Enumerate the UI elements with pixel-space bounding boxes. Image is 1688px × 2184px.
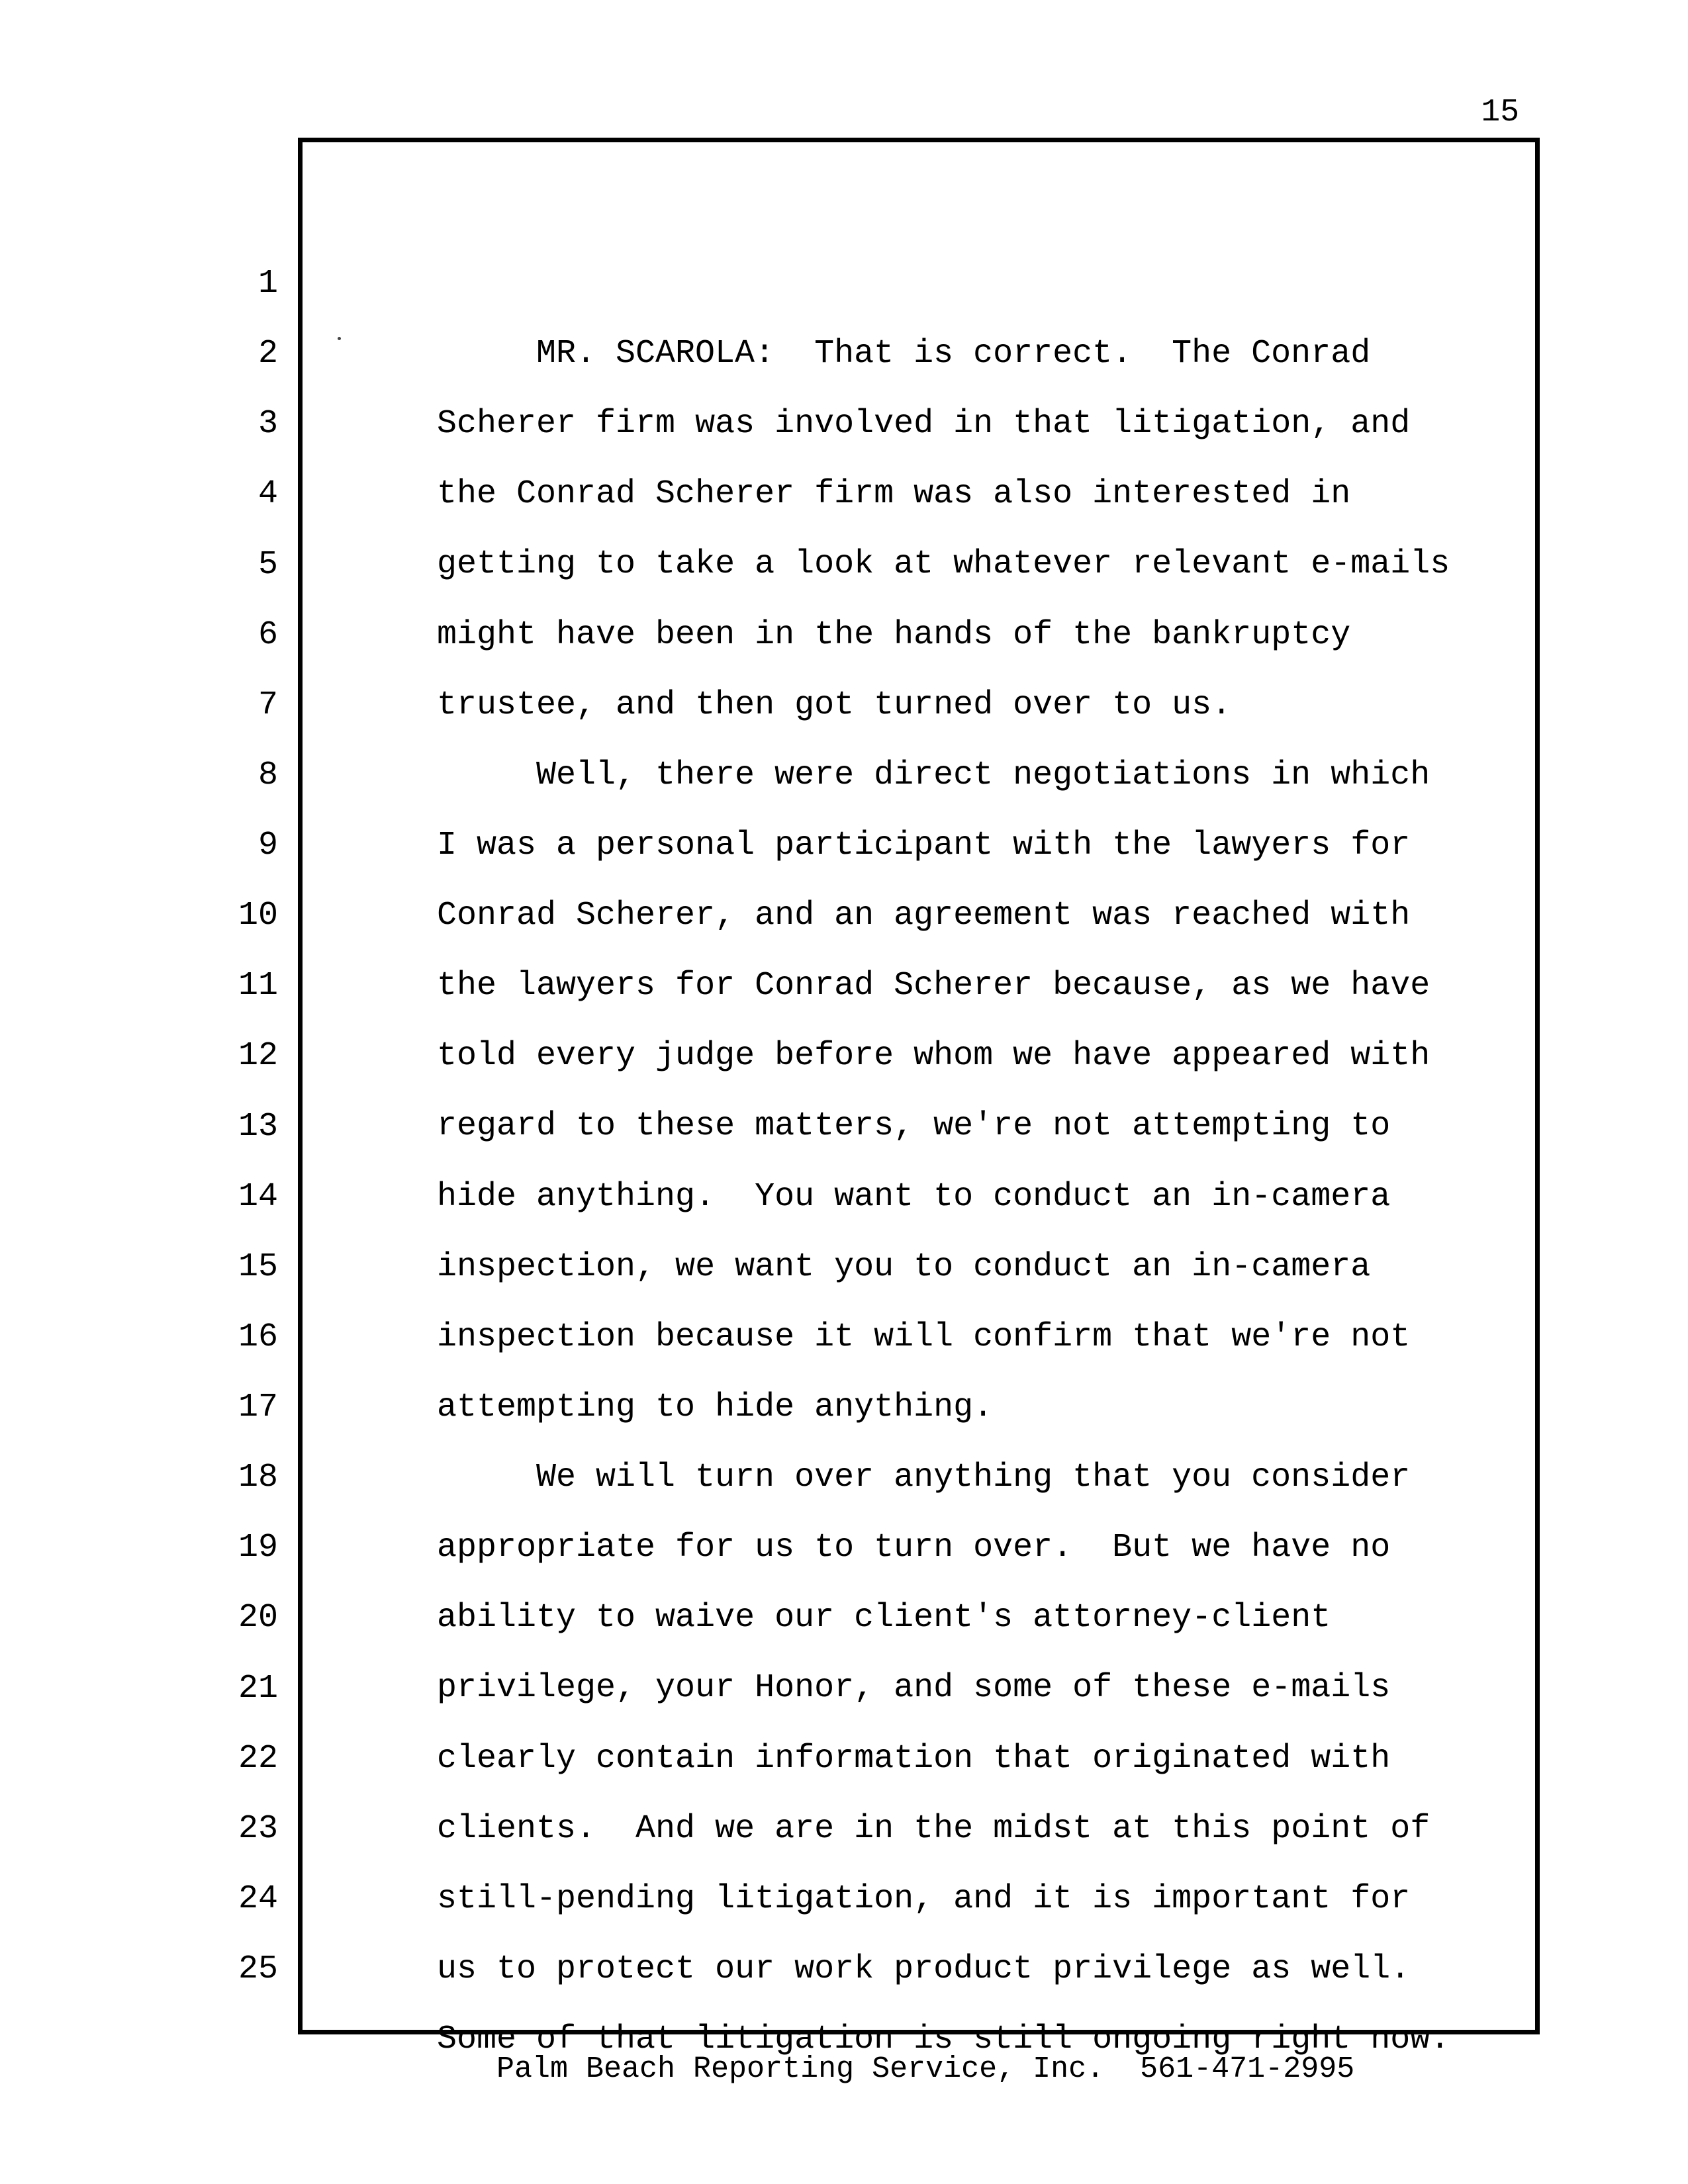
line-number: 9 xyxy=(258,827,278,864)
line-number: 2 xyxy=(258,335,278,373)
line-number: 14 xyxy=(238,1178,278,1216)
line-text: privilege, your Honor, and some of these e-mails xyxy=(437,1669,1391,1707)
line-number: 15 xyxy=(238,1248,278,1286)
line-text: still-pending litigation, and it is important for xyxy=(437,1880,1411,1918)
line-number: 3 xyxy=(258,405,278,443)
line-number: 13 xyxy=(238,1108,278,1146)
line-number: 5 xyxy=(258,546,278,584)
line-number: 10 xyxy=(238,897,278,934)
line-number: 18 xyxy=(238,1459,278,1496)
line-number: 6 xyxy=(258,616,278,654)
line-text: trustee, and then got turned over to us. xyxy=(437,686,1232,724)
line-text: hide anything. You want to conduct an in-camera xyxy=(437,1178,1391,1216)
transcript-line xyxy=(0,179,1688,373)
line-text: the lawyers for Conrad Scherer because, as we have xyxy=(437,967,1430,1005)
line-text: Well, there were direct negotiations in which xyxy=(536,756,1430,794)
line-number: 7 xyxy=(258,686,278,724)
line-text: I was a personal participant with the lawyers for xyxy=(437,827,1411,864)
line-text: Conrad Scherer, and an agreement was reached with xyxy=(437,897,1411,934)
line-text: ability to waive our client's attorney-client xyxy=(437,1599,1331,1637)
line-number: 25 xyxy=(238,1950,278,1988)
line-text: might have been in the hands of the bankruptcy xyxy=(437,616,1351,654)
line-text: regard to these matters, we're not attempting to xyxy=(437,1107,1391,1145)
line-text: told every judge before whom we have appeared with xyxy=(437,1037,1430,1075)
line-text: Some of that litigation is still ongoing right now. xyxy=(437,2021,1450,2058)
line-number: 16 xyxy=(238,1318,278,1356)
line-number: 20 xyxy=(238,1599,278,1637)
line-text: We will turn over anything that you consider xyxy=(536,1459,1411,1496)
line-number: 17 xyxy=(238,1388,278,1426)
line-number: 8 xyxy=(258,756,278,794)
line-text: inspection because it will confirm that we're not xyxy=(437,1318,1411,1356)
line-text: appropriate for us to turn over. But we have no xyxy=(437,1529,1391,1567)
line-text: the Conrad Scherer firm was also interested in xyxy=(437,475,1351,513)
line-number: 4 xyxy=(258,475,278,513)
line-number: 19 xyxy=(238,1529,278,1567)
line-number: 21 xyxy=(238,1670,278,1707)
reporting-service-footer: Palm Beach Reporting Service, Inc. 561-471-2995 xyxy=(496,2052,1355,2086)
page-number: 15 xyxy=(1481,95,1519,130)
line-text: getting to take a look at whatever relevant e-mails xyxy=(437,545,1450,583)
line-text: clearly contain information that originated with xyxy=(437,1740,1391,1778)
line-text: MR. SCAROLA: That is correct. The Conrad xyxy=(536,335,1371,373)
line-text: Scherer firm was involved in that litigation, and xyxy=(437,405,1411,443)
line-number: 23 xyxy=(238,1810,278,1848)
line-text: clients. And we are in the midst at this point of xyxy=(437,1810,1430,1848)
line-text: inspection, we want you to conduct an in-camera xyxy=(437,1248,1371,1286)
line-number: 11 xyxy=(238,967,278,1005)
line-number: 24 xyxy=(238,1880,278,1918)
line-text: us to protect our work product privilege as well. xyxy=(437,1950,1411,1988)
line-number: 1 xyxy=(258,265,278,302)
line-number: 12 xyxy=(238,1037,278,1075)
line-text: attempting to hide anything. xyxy=(437,1388,994,1426)
line-number: 22 xyxy=(238,1740,278,1778)
